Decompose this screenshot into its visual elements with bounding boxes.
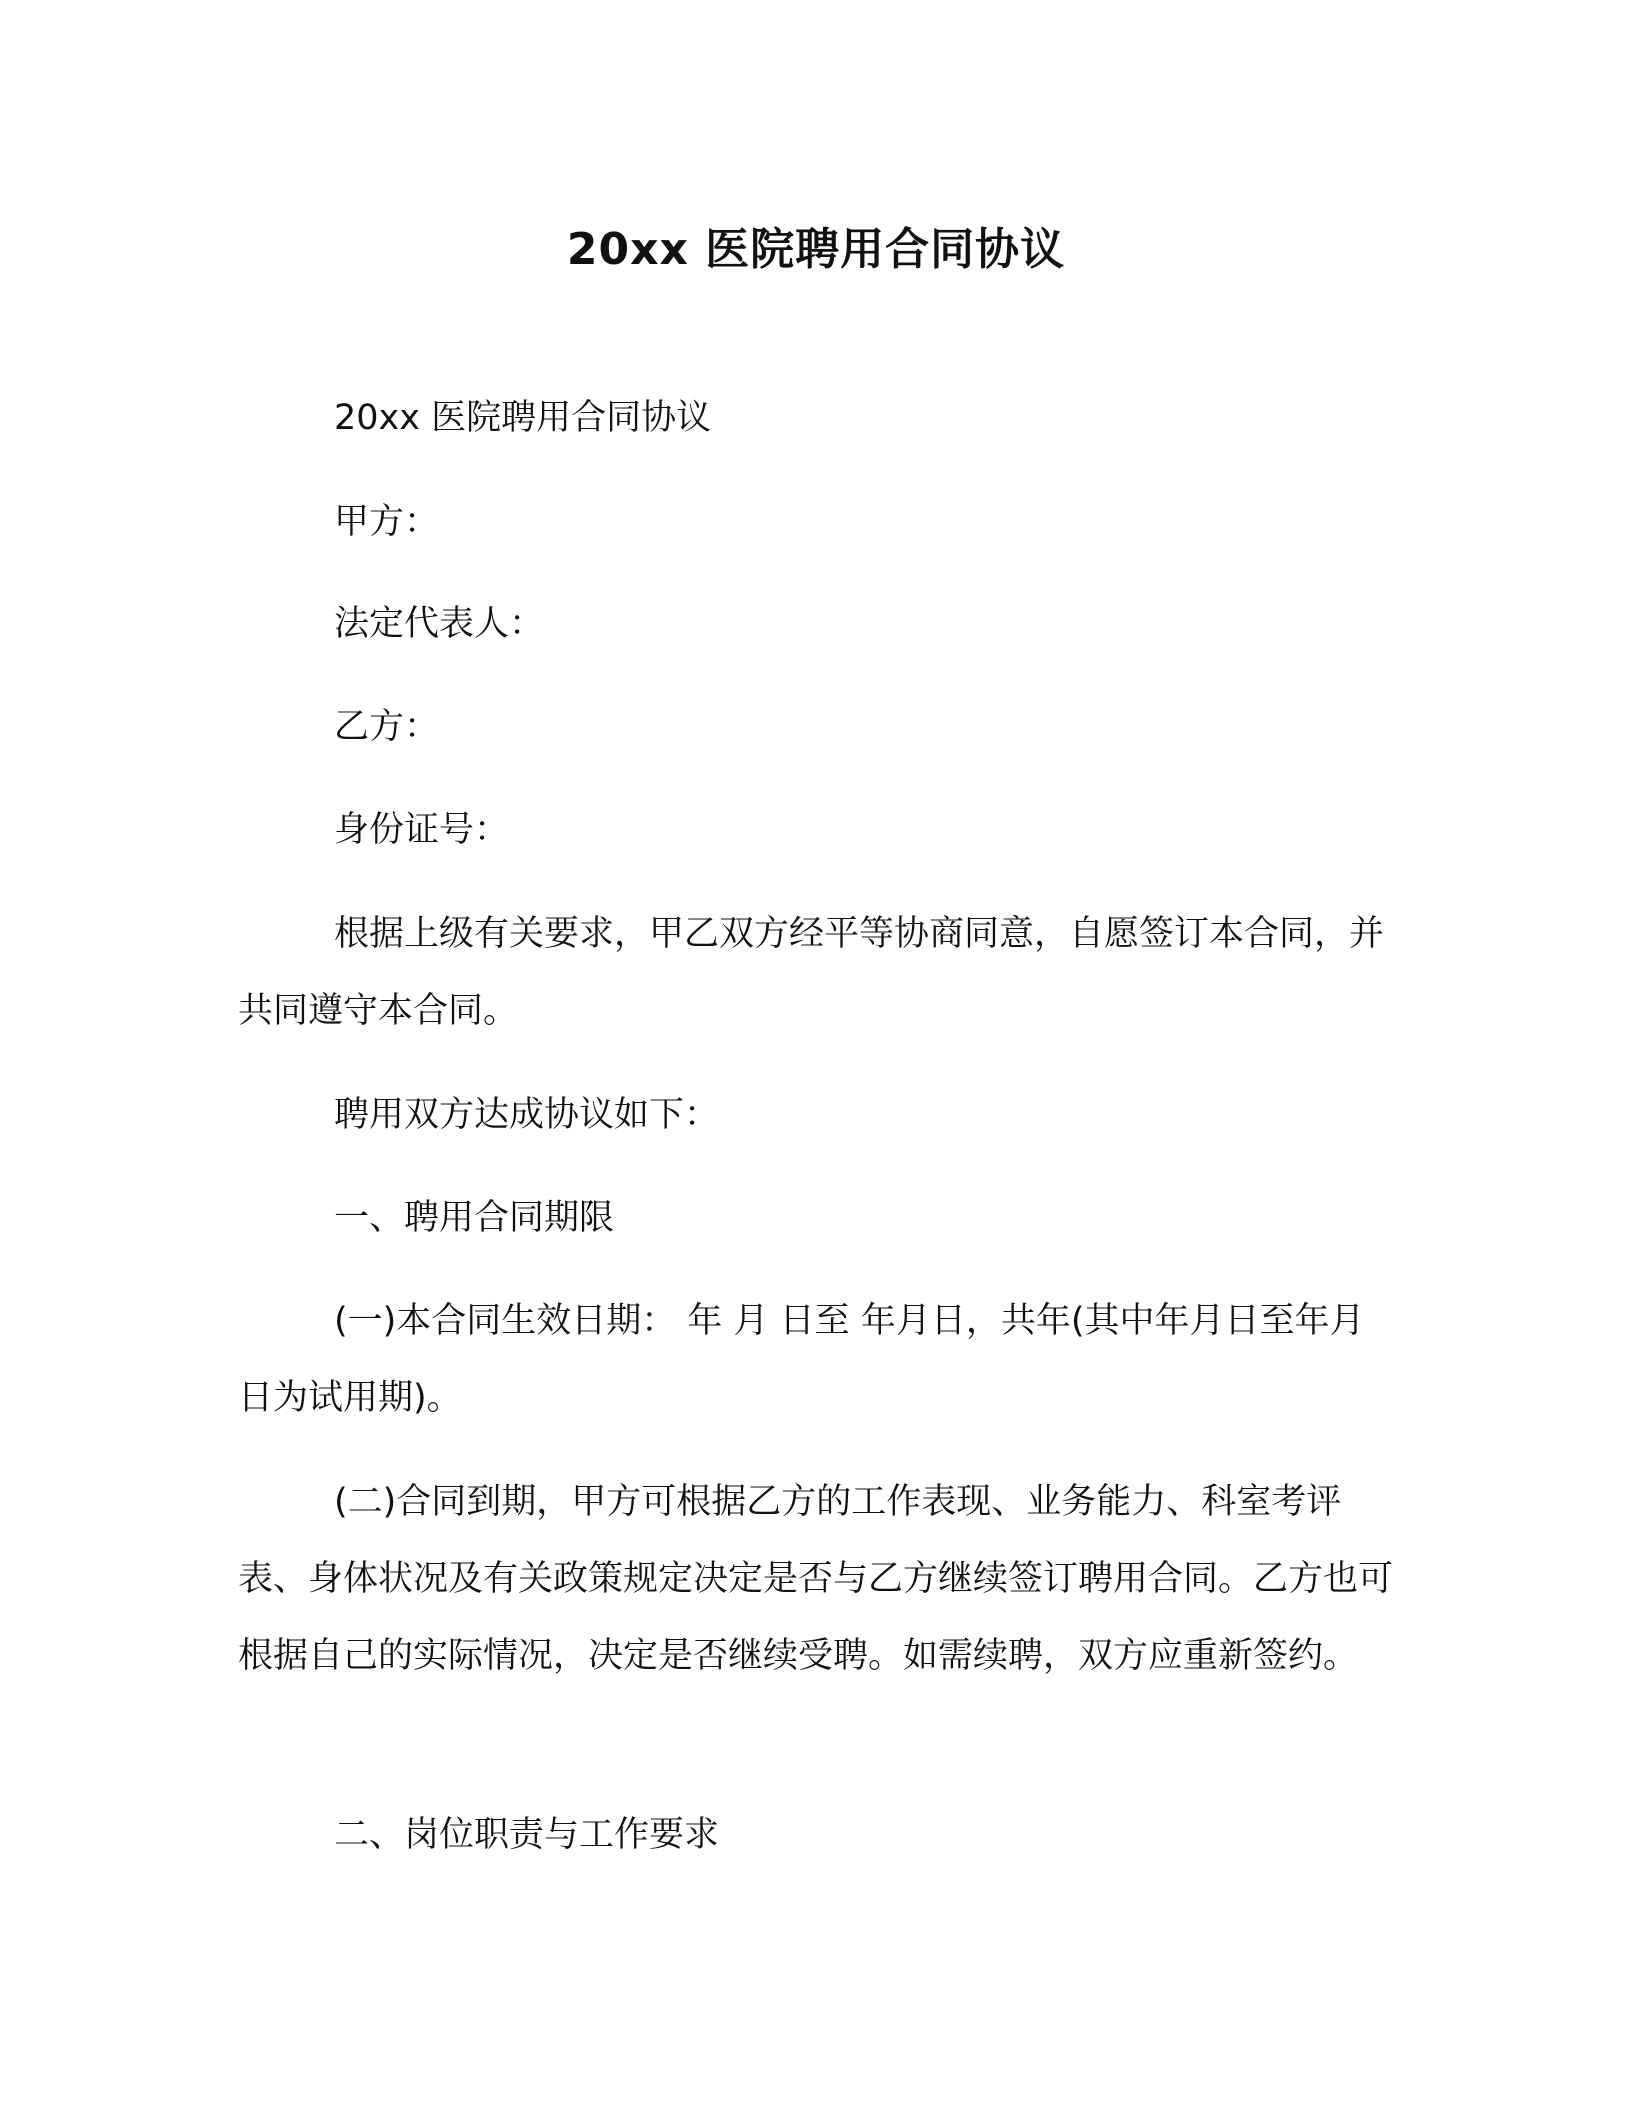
preamble-paragraph: 根据上级有关要求，甲乙双方经平等协商同意，自愿签订本合同，并共同遵守本合同。 (238, 914, 1385, 1031)
party-b-label: 乙方： (334, 707, 440, 747)
id-number-label: 身份证号： (334, 810, 510, 850)
clause-1-1-paragraph: (一)本合同生效日期： 年 月 日至 年月日，共年(其中年月日至年月日为试用期)。 (238, 1301, 1365, 1418)
clause-1-2-paragraph: (二)合同到期，甲方可根据乙方的工作表现、业务能力、科室考评表、身体状况及有关政策规定决定是否与乙方继续签订聘用合同。乙方也可根据自己的实际情况，决定是否继续受聘。如需续聘，双方应重新签约。 (238, 1482, 1394, 1676)
legal-representative-label: 法定代表人： (334, 604, 545, 644)
document-title: 20xx 医院聘用合同协议 (566, 224, 1066, 275)
section-two-heading: 二、岗位职责与工作要求 (334, 1815, 720, 1855)
section-one-heading: 一、聘用合同期限 (334, 1198, 615, 1238)
agreement-intro-paragraph: 聘用双方达成协议如下： (334, 1095, 720, 1135)
subtitle-paragraph: 20xx 医院聘用合同协议 (334, 398, 712, 438)
party-a-label: 甲方： (334, 502, 440, 542)
